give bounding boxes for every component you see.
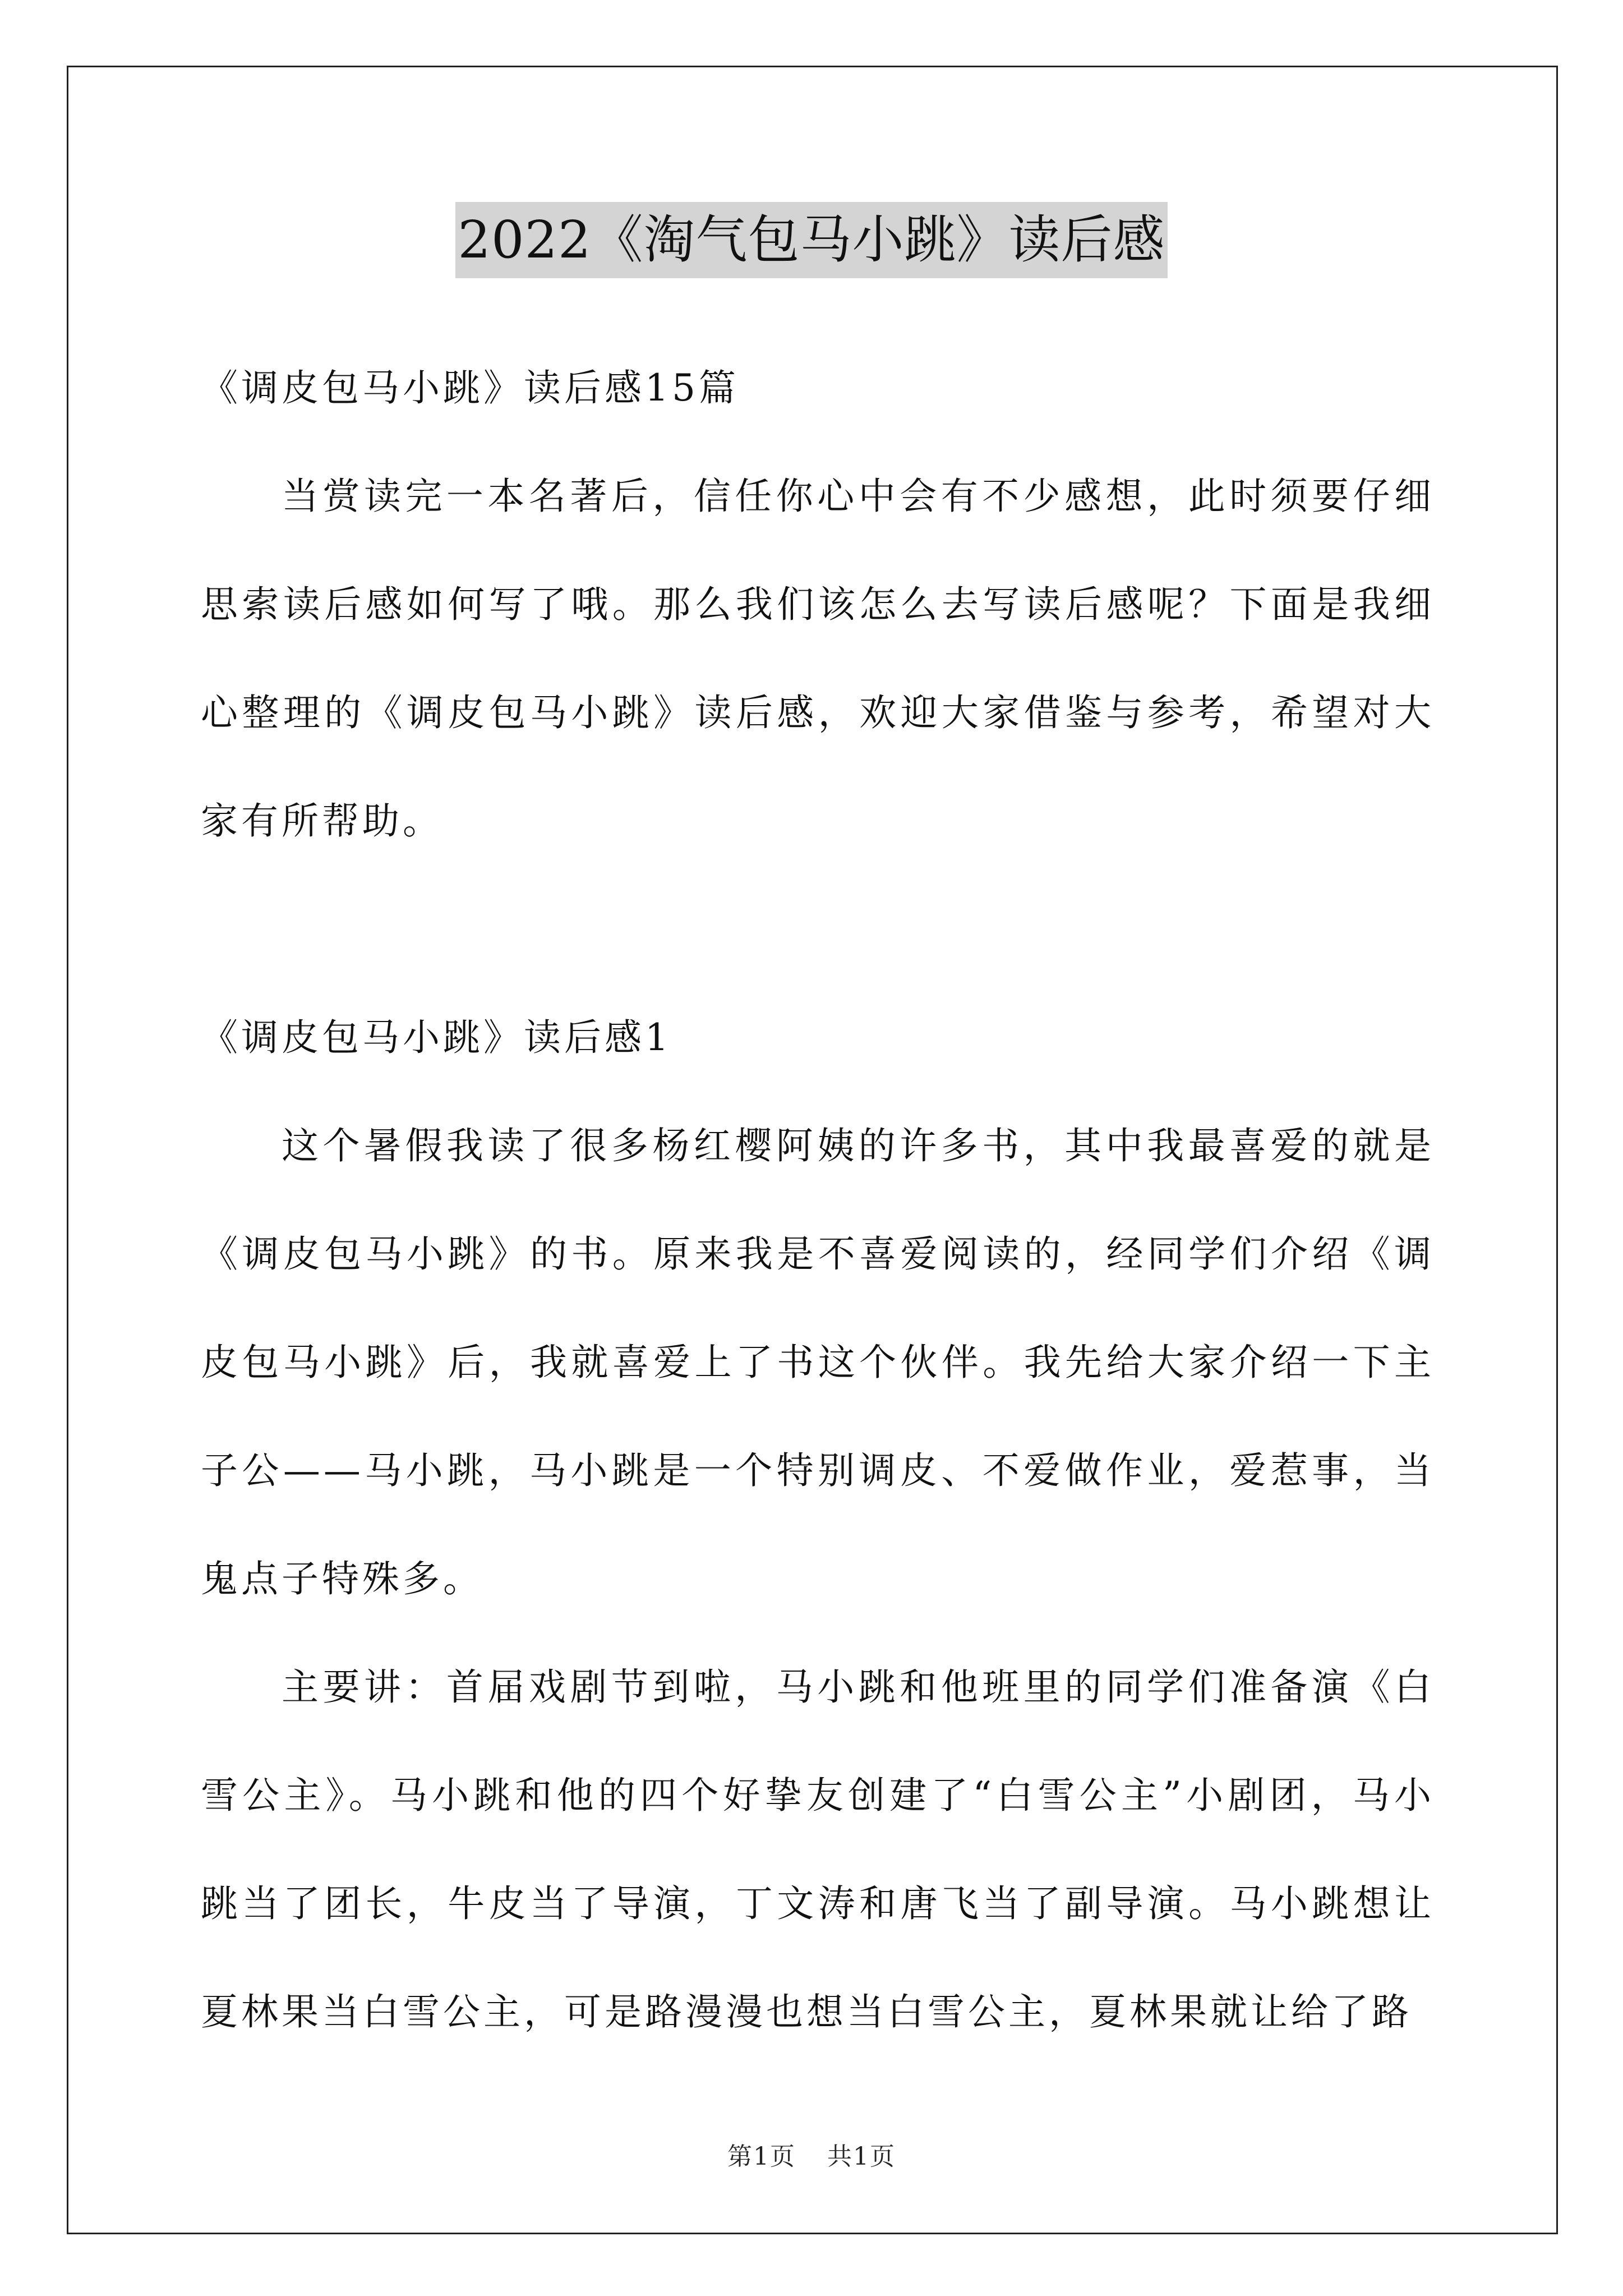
- blank-line: [201, 875, 1435, 983]
- paragraph-intro: 当赏读完一本名著后，信任你心中会有不少感想，此时须要仔细思索读后感如何写了哦。那么我们该怎么去写读后感呢？下面是我细心整理的《调皮包马小跳》读后感，欢迎大家借鉴与参考，希望对大家有所帮助。: [201, 475, 1435, 843]
- paragraph-heading: 《调皮包马小跳》读后感15篇: [201, 366, 739, 409]
- paragraph-body: 主要讲：首届戏剧节到啦，马小跳和他班里的同学们准备演《白雪公主》。马小跳和他的四个好挚友创建了“白雪公主”小剧团，马小跳当了团长，牛皮当了导演，丁文涛和唐飞当了副导演。马小跳想让夏林果当白雪公主，可是路漫漫也想当白雪公主，夏林果就让给了路: [201, 1665, 1435, 2033]
- page-number: 第1页: [727, 2142, 796, 2171]
- paragraph-body: 这个暑假我读了很多杨红樱阿姨的许多书，其中我最喜爱的就是《调皮包马小跳》的书。原来我是不喜爱阅读的，经同学们介绍《调皮包马小跳》后，我就喜爱上了书这个伙伴。我先给大家介绍一下主子公——马小跳，马小跳是一个特别调皮、不爱做作业，爱惹事，当鬼点子特殊多。: [201, 1124, 1435, 1600]
- title-container: [0, 202, 1623, 278]
- document-title: 2022《淘气包马小跳》读后感: [455, 202, 1167, 278]
- page-total: 共1页: [827, 2142, 896, 2171]
- document-body: [201, 334, 1435, 2066]
- page-footer: [0, 2140, 1623, 2174]
- paragraph-section-heading: 《调皮包马小跳》读后感1: [201, 1016, 672, 1059]
